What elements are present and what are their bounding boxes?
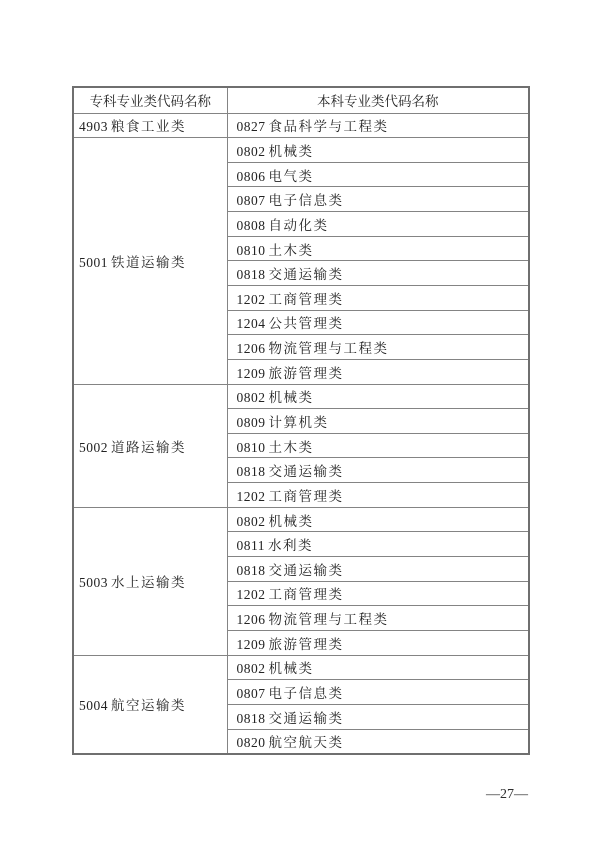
major-name: 食品科学与工程类 xyxy=(268,119,389,135)
major-code: 5004 xyxy=(79,698,108,714)
major-name: 道路运输类 xyxy=(111,439,186,455)
major-name: 交通运输类 xyxy=(268,710,344,726)
major-name: 机械类 xyxy=(268,143,314,159)
undergraduate-category-cell xyxy=(227,212,529,237)
header-row xyxy=(73,87,529,113)
col-header-undergraduate: 本科专业类代码名称 xyxy=(227,87,529,113)
major-code: 0807 xyxy=(236,193,266,209)
major-name: 机械类 xyxy=(268,661,314,677)
major-code: 1206 xyxy=(236,612,266,628)
undergraduate-category-cell xyxy=(227,680,529,705)
major-name: 交通运输类 xyxy=(268,267,344,283)
major-code: 0818 xyxy=(236,267,266,283)
undergraduate-category-cell xyxy=(227,729,529,754)
undergraduate-category-cell xyxy=(227,138,529,163)
undergraduate-category-cell xyxy=(227,409,529,434)
major-name: 电气类 xyxy=(268,168,314,184)
table-row xyxy=(73,384,529,409)
undergraduate-category-cell xyxy=(227,187,529,212)
undergraduate-category-cell xyxy=(227,162,529,187)
undergraduate-category-cell xyxy=(227,335,529,360)
major-code: 0807 xyxy=(236,686,266,702)
major-name: 自动化类 xyxy=(268,217,329,233)
major-name: 工商管理类 xyxy=(268,488,344,504)
undergraduate-category-cell xyxy=(227,261,529,286)
major-name: 铁道运输类 xyxy=(111,254,186,270)
major-code: 0802 xyxy=(236,513,266,529)
vocational-category-cell xyxy=(73,507,227,655)
major-code: 4903 xyxy=(79,119,108,135)
major-name: 电子信息类 xyxy=(268,686,344,702)
major-code: 0818 xyxy=(236,710,266,726)
major-code: 0806 xyxy=(236,168,266,184)
major-name: 土木类 xyxy=(268,242,314,258)
vocational-category-cell xyxy=(73,384,227,507)
major-code: 1202 xyxy=(236,488,266,504)
major-code: 0808 xyxy=(236,217,266,233)
major-name: 物流管理与工程类 xyxy=(268,612,389,628)
major-name: 旅游管理类 xyxy=(268,365,344,381)
major-name: 交通运输类 xyxy=(268,464,344,480)
table-row xyxy=(73,113,529,138)
major-code: 1202 xyxy=(236,291,266,307)
major-name: 航空运输类 xyxy=(111,698,186,714)
major-code: 1209 xyxy=(236,636,266,652)
major-code: 0809 xyxy=(236,415,266,430)
major-code: 0818 xyxy=(236,562,266,578)
vocational-category-cell xyxy=(73,655,227,754)
table-header xyxy=(73,87,529,113)
table-row xyxy=(73,507,529,532)
major-name: 交通运输类 xyxy=(268,562,344,578)
major-code: 0820 xyxy=(236,735,266,751)
vocational-category-cell xyxy=(73,138,227,384)
table-row xyxy=(73,655,529,680)
major-code: 0811 xyxy=(236,538,265,554)
undergraduate-category-cell xyxy=(227,433,529,458)
major-code: 0818 xyxy=(236,464,266,480)
undergraduate-category-cell xyxy=(227,630,529,655)
undergraduate-category-cell xyxy=(227,606,529,631)
undergraduate-category-cell xyxy=(227,704,529,729)
major-name: 粮食工业类 xyxy=(111,119,186,135)
major-name: 工商管理类 xyxy=(268,291,344,307)
undergraduate-category-cell xyxy=(227,310,529,335)
major-code: 0810 xyxy=(236,439,266,455)
major-name: 工商管理类 xyxy=(268,587,344,603)
undergraduate-category-cell xyxy=(227,285,529,310)
major-name: 土木类 xyxy=(268,439,314,455)
major-name: 物流管理与工程类 xyxy=(268,341,389,357)
major-code: 1206 xyxy=(236,341,266,357)
major-name: 水上运输类 xyxy=(111,575,186,591)
undergraduate-category-cell xyxy=(227,113,529,138)
major-code: 0802 xyxy=(236,143,266,159)
major-code: 1209 xyxy=(236,365,266,381)
page-number: —27— xyxy=(486,787,528,802)
undergraduate-category-cell xyxy=(227,236,529,261)
major-name: 旅游管理类 xyxy=(268,636,344,652)
major-name: 水利类 xyxy=(268,538,313,554)
undergraduate-category-cell xyxy=(227,655,529,680)
major-name: 计算机类 xyxy=(268,415,329,430)
major-code: 0802 xyxy=(236,390,266,406)
major-name: 电子信息类 xyxy=(268,193,344,209)
undergraduate-category-cell xyxy=(227,458,529,483)
table-row xyxy=(73,138,529,163)
undergraduate-category-cell xyxy=(227,359,529,384)
undergraduate-category-cell xyxy=(227,581,529,606)
vocational-category-cell xyxy=(73,113,227,138)
table-body xyxy=(73,113,529,754)
category-mapping-table xyxy=(72,86,530,755)
major-code: 5003 xyxy=(79,575,108,591)
undergraduate-category-cell xyxy=(227,507,529,532)
undergraduate-category-cell xyxy=(227,532,529,557)
major-name: 公共管理类 xyxy=(268,316,344,332)
major-code: 5002 xyxy=(79,439,108,455)
major-code: 0802 xyxy=(236,661,266,677)
major-code: 0827 xyxy=(236,119,266,135)
col-header-vocational: 专科专业类代码名称 xyxy=(73,87,227,113)
major-code: 0810 xyxy=(236,242,266,258)
major-name: 航空航天类 xyxy=(268,735,344,751)
major-code: 1204 xyxy=(236,316,266,332)
major-code: 5001 xyxy=(79,254,108,270)
major-name: 机械类 xyxy=(268,390,314,406)
undergraduate-category-cell xyxy=(227,483,529,508)
undergraduate-category-cell xyxy=(227,384,529,409)
undergraduate-category-cell xyxy=(227,557,529,582)
major-name: 机械类 xyxy=(268,513,314,529)
major-code: 1202 xyxy=(236,587,266,603)
